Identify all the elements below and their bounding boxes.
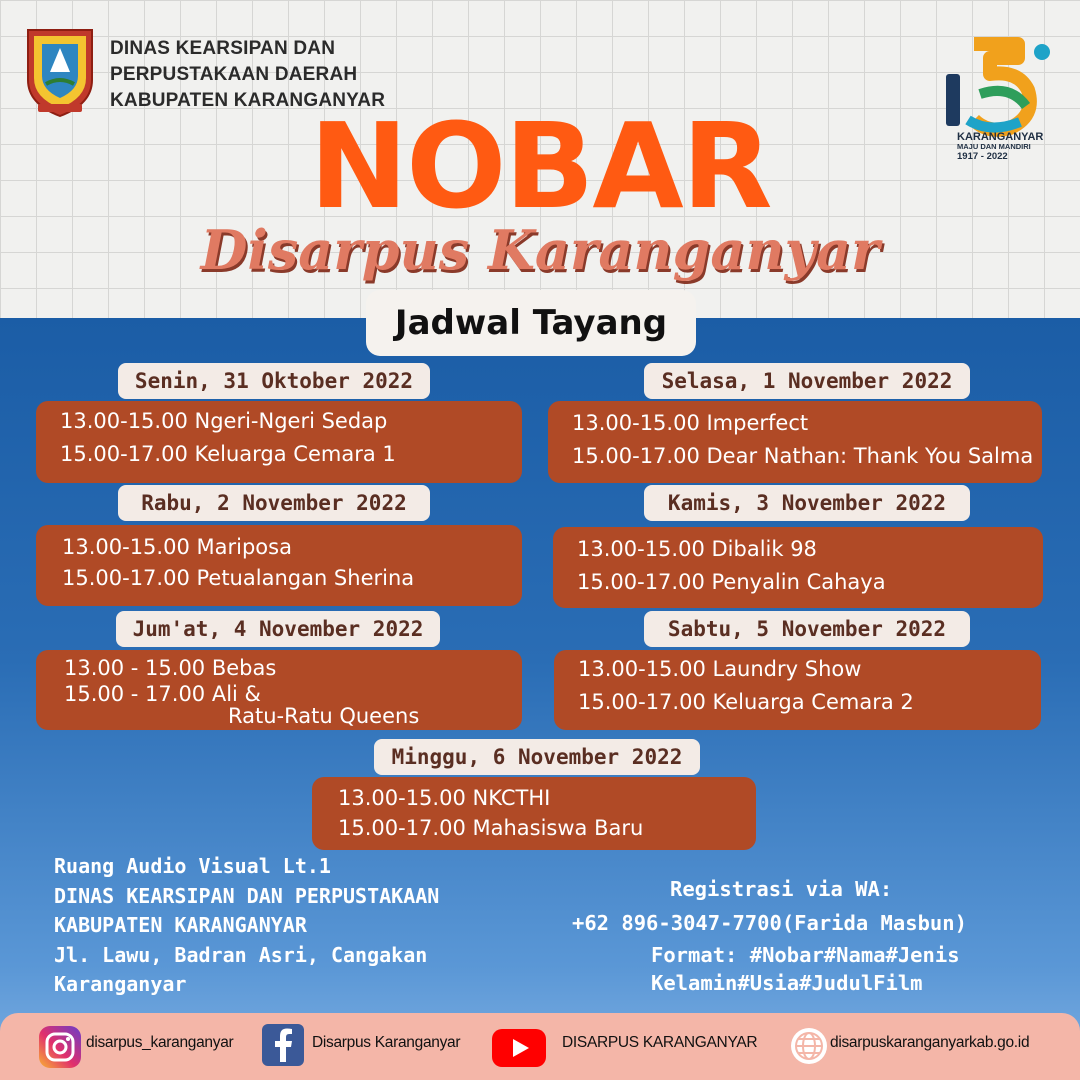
instagram-handle[interactable]: disarpus_karanganyar (86, 1034, 234, 1051)
registration-format-1: Format: #Nobar#Nama#Jenis (651, 943, 960, 967)
schedule-box-minggu (312, 777, 756, 850)
show-line: Ratu-Ratu Queens (228, 704, 420, 728)
venue-address (54, 852, 439, 1000)
instagram-icon[interactable] (38, 1025, 82, 1069)
day-date-rabu: Rabu, 2 November 2022 (118, 485, 430, 521)
registration-phone: +62 896-3047-7700(Farida Masbun) (572, 911, 967, 935)
day-date-jumat: Jum'at, 4 November 2022 (116, 611, 440, 647)
org-line-2: PERPUSTAKAAN DAERAH (110, 64, 358, 85)
venue-line: DINAS KEARSIPAN DAN PERPUSTAKAAN (54, 883, 440, 908)
subtitle: Disarpus Karanganyar (200, 218, 880, 282)
show-line: 15.00-17.00 Petualangan Sherina (62, 566, 415, 590)
show-line: 15.00-17.00 Keluarga Cemara 1 (60, 442, 396, 466)
venue-line: Ruang Audio Visual Lt.1 (54, 854, 331, 878)
day-date-senin: Senin, 31 Oktober 2022 (118, 363, 430, 399)
schedule-box-sabtu (554, 650, 1041, 730)
schedule-box-rabu (36, 525, 522, 606)
show-line: 13.00-15.00 NKCTHI (338, 786, 551, 810)
show-line: 13.00-15.00 Imperfect (572, 411, 809, 435)
show-line: 13.00-15.00 Mariposa (62, 535, 292, 559)
schedule-box-selasa (548, 401, 1042, 483)
globe-icon[interactable] (790, 1027, 828, 1065)
anniversary-line-3: 1917 - 2022 (957, 151, 1008, 162)
anniversary-line-2: MAJU DAN MANDIRI (957, 142, 1031, 151)
show-line: 15.00-17.00 Mahasiswa Baru (338, 816, 644, 840)
show-line: 15.00-17.00 Keluarga Cemara 2 (578, 690, 914, 714)
schedule-box-kamis (553, 527, 1043, 608)
youtube-channel[interactable]: DISARPUS KARANGANYAR (562, 1034, 758, 1051)
day-date-selasa: Selasa, 1 November 2022 (644, 363, 970, 399)
show-line: 13.00-15.00 Dibalik 98 (577, 537, 817, 561)
registration-format-2: Kelamin#Usia#JudulFilm (651, 971, 923, 995)
show-line: 13.00-15.00 Ngeri-Ngeri Sedap (60, 409, 388, 433)
main-title: NOBAR (309, 97, 771, 235)
venue-line: KABUPATEN KARANGANYAR (54, 913, 307, 937)
facebook-icon[interactable] (262, 1024, 304, 1066)
schedule-box-jumat (36, 650, 522, 730)
venue-line: Jl. Lawu, Badran Asri, Cangakan (54, 942, 428, 967)
day-date-sabtu: Sabtu, 5 November 2022 (644, 611, 970, 647)
venue-line: Karanganyar (54, 972, 187, 996)
show-line: 15.00-17.00 Penyalin Cahaya (577, 570, 886, 594)
youtube-icon[interactable] (492, 1029, 546, 1067)
day-date-kamis: Kamis, 3 November 2022 (644, 485, 970, 521)
show-line: 15.00-17.00 Dear Nathan: Thank You Salma (572, 444, 1034, 468)
schedule-heading: Jadwal Tayang (366, 290, 696, 356)
org-line-1: DINAS KEARSIPAN DAN (110, 38, 336, 59)
day-date-minggu: Minggu, 6 November 2022 (374, 739, 700, 775)
org-line-3: KABUPATEN KARANGANYAR (110, 90, 386, 111)
schedule-box-senin (36, 401, 522, 483)
facebook-page[interactable]: Disarpus Karanganyar (312, 1034, 461, 1051)
registration-title: Registrasi via WA: (670, 877, 893, 901)
anniversary-line-1: KARANGANYAR (957, 131, 1044, 143)
show-line: 13.00 - 15.00 Bebas (64, 656, 277, 680)
show-line: 15.00 - 17.00 Ali & (64, 682, 261, 706)
show-line: 13.00-15.00 Laundry Show (578, 657, 862, 681)
website-url[interactable]: disarpuskaranganyarkab.go.id (830, 1034, 1030, 1051)
